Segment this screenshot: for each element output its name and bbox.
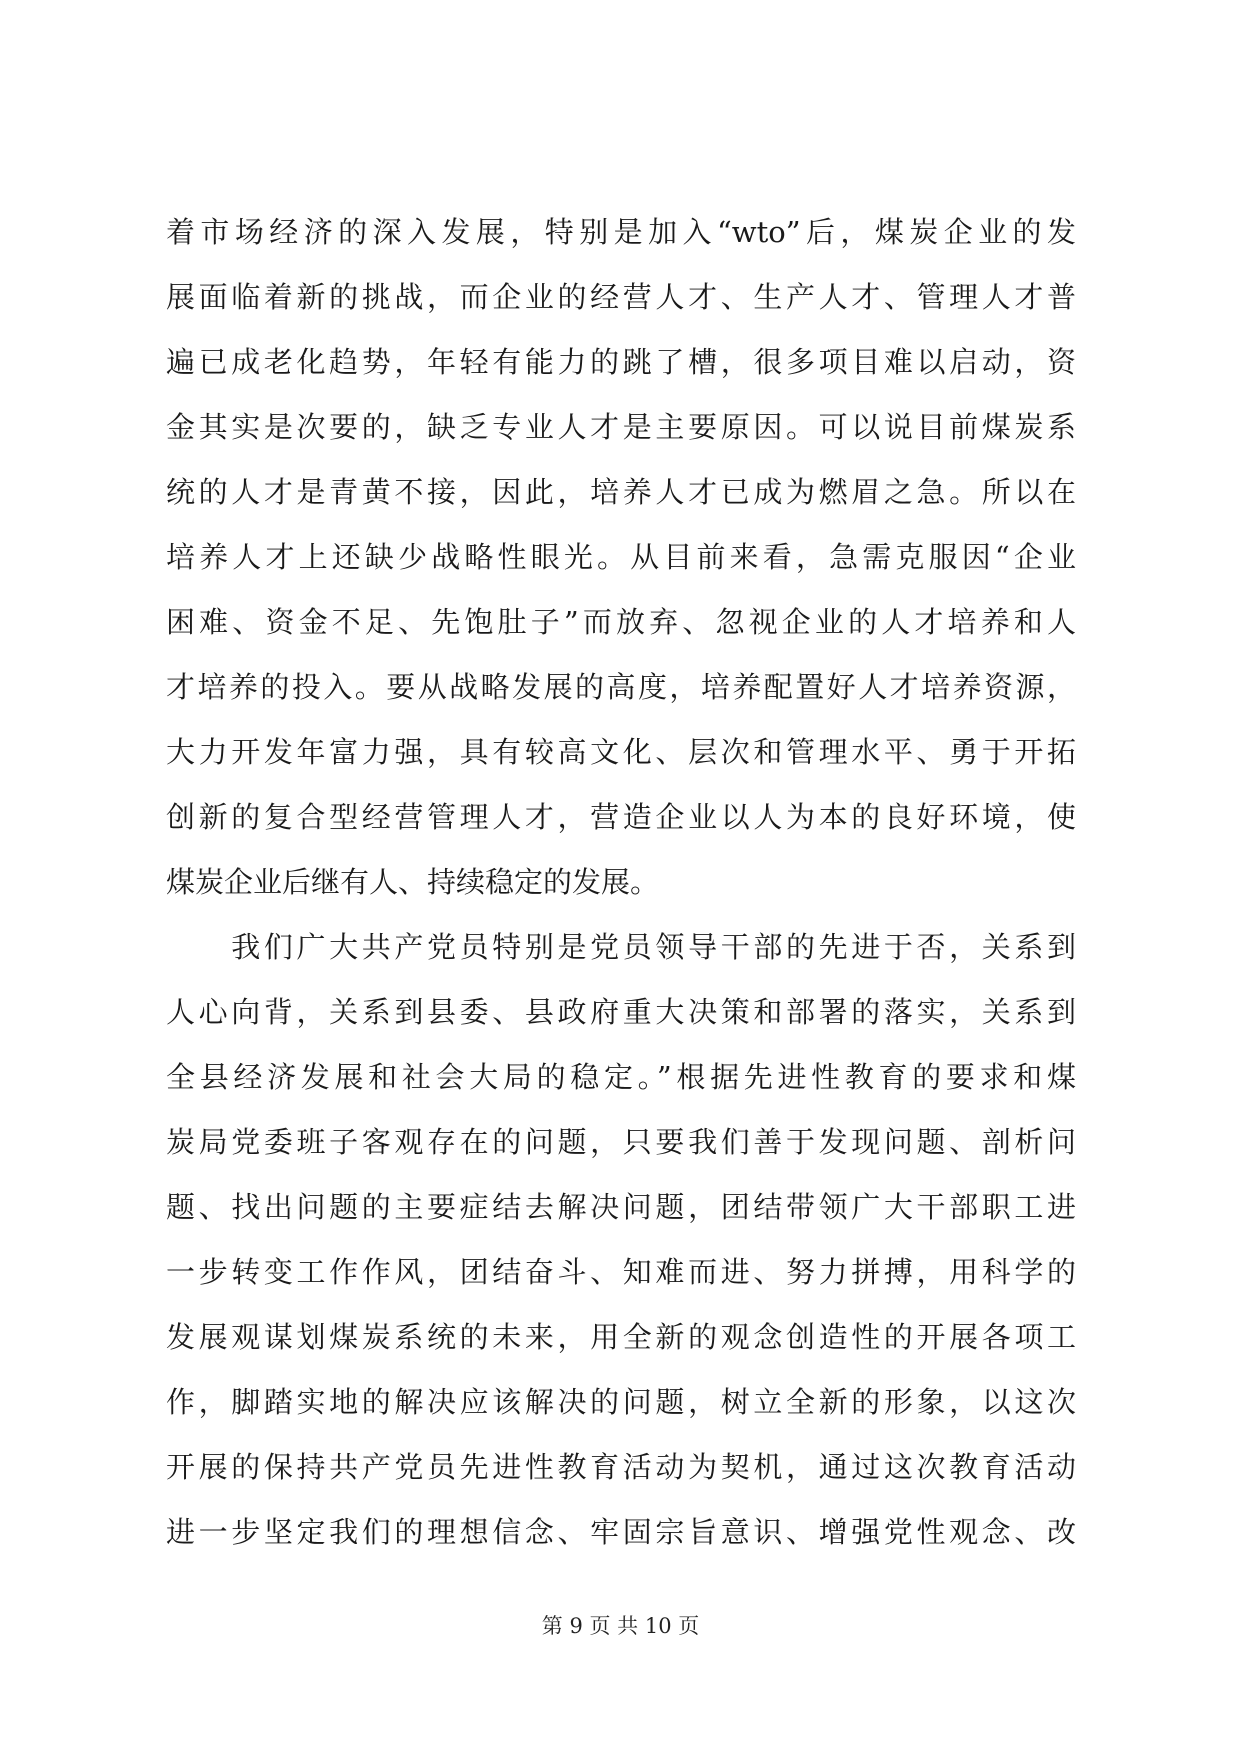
text-line: 作，脚踏实地的解决应该解决的问题，树立全新的形象，以这次 [166,1385,1076,1419]
text-line: 困难、资金不足、先饱肚子”而放弃、忽视企业的人才培养和人 [166,605,1076,639]
text-line: 煤炭企业后继有人、持续稳定的发展。 [166,865,660,899]
text-line: 炭局党委班子客观存在的问题，只要我们善于发现问题、剖析问 [166,1125,1076,1159]
text-line: 才培养的投入。要从战略发展的高度，培养配置好人才培养资源， [166,670,1076,704]
text-line: 题、找出问题的主要症结去解决问题，团结带领广大干部职工进 [166,1190,1076,1224]
text-line: 发展观谋划煤炭系统的未来，用全新的观念创造性的开展各项工 [166,1320,1076,1354]
text-line: 一步转变工作作风，团结奋斗、知难而进、努力拼搏，用科学的 [166,1255,1076,1289]
text-line: 我们广大共产党员特别是党员领导干部的先进于否，关系到 [166,930,1076,964]
text-line: 全县经济发展和社会大局的稳定。”根据先进性教育的要求和煤 [166,1060,1076,1094]
text-line: 创新的复合型经营管理人才，营造企业以人为本的良好环境，使 [166,800,1076,834]
paragraph-2 [166,915,1076,1565]
text-line: 大力开发年富力强，具有较高文化、层次和管理水平、勇于开拓 [166,735,1076,769]
text-line: 进一步坚定我们的理想信念、牢固宗旨意识、增强党性观念、改 [166,1515,1076,1549]
text-line: 展面临着新的挑战，而企业的经营人才、生产人才、管理人才普 [166,280,1076,314]
text-line: 着市场经济的深入发展，特别是加入“wto”后，煤炭企业的发 [166,215,1076,249]
text-line: 开展的保持共产党员先进性教育活动为契机，通过这次教育活动 [166,1450,1076,1484]
document-body [166,200,1076,1565]
text-line: 遍已成老化趋势，年轻有能力的跳了槽，很多项目难以启动，资 [166,345,1076,379]
text-line: 人心向背，关系到县委、县政府重大决策和部署的落实，关系到 [166,995,1076,1029]
text-line: 统的人才是青黄不接，因此，培养人才已成为燃眉之急。所以在 [166,475,1076,509]
paragraph-1 [166,200,1076,915]
text-line: 培养人才上还缺少战略性眼光。从目前来看，急需克服因“企业 [166,540,1076,574]
page-footer: 第 9 页 共 10 页 [541,1614,700,1638]
text-line: 金其实是次要的，缺乏专业人才是主要原因。可以说目前煤炭系 [166,410,1076,444]
